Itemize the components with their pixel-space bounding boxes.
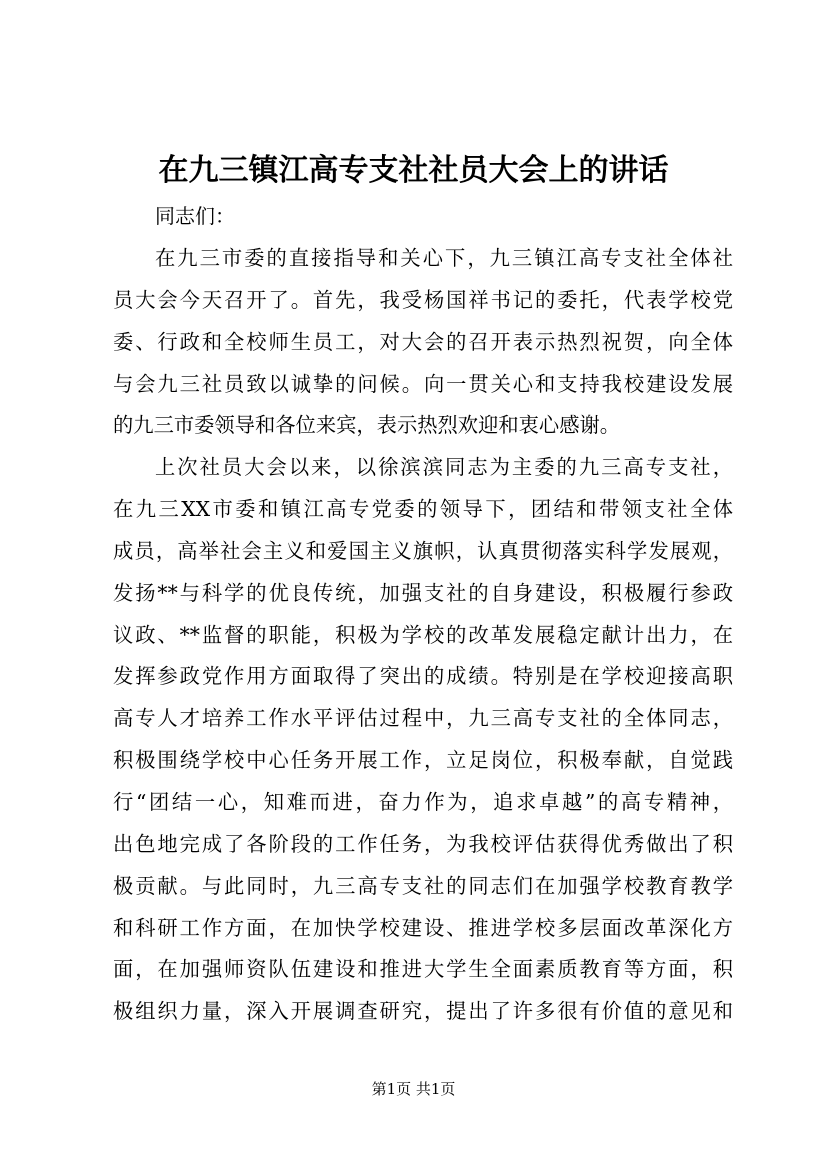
paragraph-line: 面，在加强师资队伍建设和推进大学生全面素质教育等方面，积 bbox=[113, 957, 733, 982]
page-title: 在九三镇江高专支社社员大会上的讲话 bbox=[158, 153, 669, 188]
paragraph-line: 在九三XX市委和镇江高专党委的领导下，团结和带领支社全体 bbox=[113, 497, 733, 522]
paragraph-line: 与会九三社员致以诚挚的问候。向一贯关心和支持我校建设发展 bbox=[113, 371, 733, 396]
paragraph-line: 委、行政和全校师生员工，对大会的召开表示热烈祝贺，向全体 bbox=[113, 329, 733, 354]
paragraph-line: 员大会今天召开了。首先，我受杨国祥书记的委托，代表学校党 bbox=[113, 287, 733, 312]
body-text bbox=[113, 238, 733, 1033]
paragraph-line: 发挥参政党作用方面取得了突出的成绩。特别是在学校迎接高职 bbox=[113, 664, 733, 689]
paragraph-line: 极贡献。与此同时，九三高专支社的同志们在加强学校教育教学 bbox=[113, 873, 733, 898]
paragraph-line: 高专人才培养工作水平评估过程中，九三高专支社的全体同志， bbox=[113, 706, 733, 731]
paragraph-line: 在九三市委的直接指导和关心下，九三镇江高专支社全体社 bbox=[155, 246, 733, 270]
paragraph-line: 行“团结一心，知难而进，奋力作为，追求卓越”的高专精神， bbox=[113, 789, 733, 814]
salutation: 同志们： bbox=[155, 204, 235, 228]
paragraph-line: 极组织力量，深入开展调查研究，提出了许多很有价值的意见和 bbox=[113, 999, 733, 1024]
paragraph-line: 出色地完成了各阶段的工作任务，为我校评估获得优秀做出了积 bbox=[113, 831, 733, 856]
paragraph-line: 和科研工作方面，在加快学校建设、推进学校多层面改革深化方 bbox=[113, 915, 733, 940]
paragraph-line: 发扬**与科学的优良传统，加强支社的自身建设，积极履行参政 bbox=[113, 580, 733, 605]
page-number-footer: 第1页 共1页 bbox=[371, 1080, 456, 1098]
paragraph-line: 上次社员大会以来，以徐滨滨同志为主委的九三高专支社， bbox=[155, 455, 733, 480]
paragraph-line: 积极围绕学校中心任务开展工作，立足岗位，积极奉献，自觉践 bbox=[113, 748, 733, 773]
paragraph-line: 议政、**监督的职能，积极为学校的改革发展稳定献计出力，在 bbox=[113, 622, 733, 647]
paragraph-line: 的九三市委领导和各位来宾，表示热烈欢迎和衷心感谢。 bbox=[113, 413, 621, 438]
paragraph-line: 成员，高举社会主义和爱国主义旗帜，认真贯彻落实科学发展观， bbox=[113, 538, 733, 563]
